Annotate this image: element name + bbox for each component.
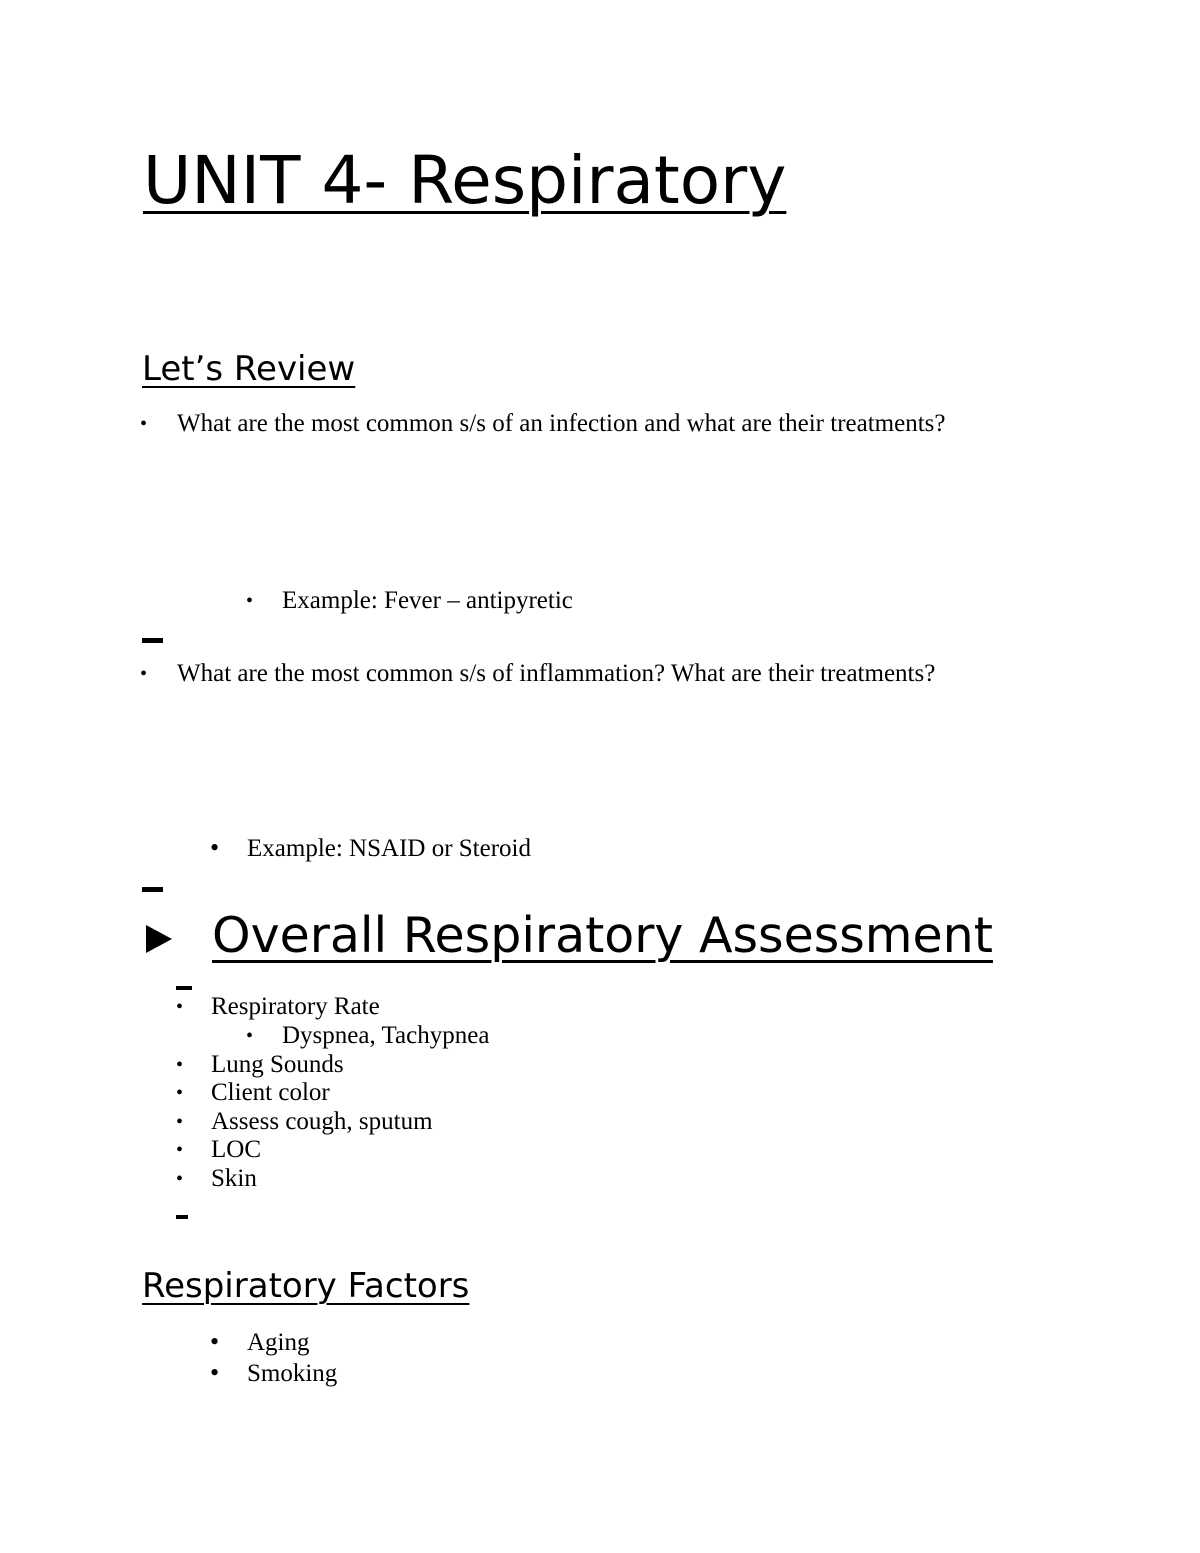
dash-marker [142, 638, 163, 643]
review-heading: Let’s Review [142, 349, 356, 389]
assessment-subitem: Dyspnea, Tachypnea [282, 1022, 490, 1049]
bullet-glyph: • [140, 663, 148, 685]
bullet-glyph: • [210, 833, 220, 862]
assessment-item: Respiratory Rate [211, 993, 380, 1020]
assessment-item: LOC [211, 1136, 261, 1163]
review-example-inflammation: Example: NSAID or Steroid [247, 835, 531, 862]
assessment-item: Lung Sounds [211, 1051, 344, 1078]
bullet-glyph: • [176, 1082, 184, 1104]
assessment-heading: Overall Respiratory Assessment [212, 907, 993, 964]
factors-item: Smoking [247, 1360, 338, 1387]
bullet-glyph: • [176, 1111, 184, 1133]
dash-marker [142, 887, 163, 892]
bullet-glyph: • [246, 1025, 254, 1047]
review-example-infection: Example: Fever – antipyretic [282, 587, 573, 614]
bullet-glyph: • [246, 590, 254, 612]
bullet-glyph: • [176, 996, 184, 1018]
bullet-glyph: • [140, 413, 148, 435]
factors-item: Aging [247, 1329, 310, 1356]
bullet-glyph: • [176, 1054, 184, 1076]
play-arrow-icon [146, 925, 172, 953]
page-title: UNIT 4- Respiratory [143, 142, 787, 219]
assessment-item: Assess cough, sputum [211, 1108, 433, 1135]
bullet-glyph: • [176, 1139, 184, 1161]
bullet-glyph: • [176, 1168, 184, 1190]
bullet-glyph: • [210, 1327, 220, 1356]
review-question-inflammation: What are the most common s/s of inflammation? What are their treatments? [177, 660, 936, 687]
dash-marker [176, 1215, 188, 1219]
review-question-infection: What are the most common s/s of an infection and what are their treatments? [177, 410, 946, 437]
factors-heading: Respiratory Factors [142, 1266, 470, 1306]
assessment-item: Skin [211, 1165, 257, 1192]
assessment-item: Client color [211, 1079, 330, 1106]
dash-marker [176, 986, 192, 990]
bullet-glyph: • [210, 1358, 220, 1387]
